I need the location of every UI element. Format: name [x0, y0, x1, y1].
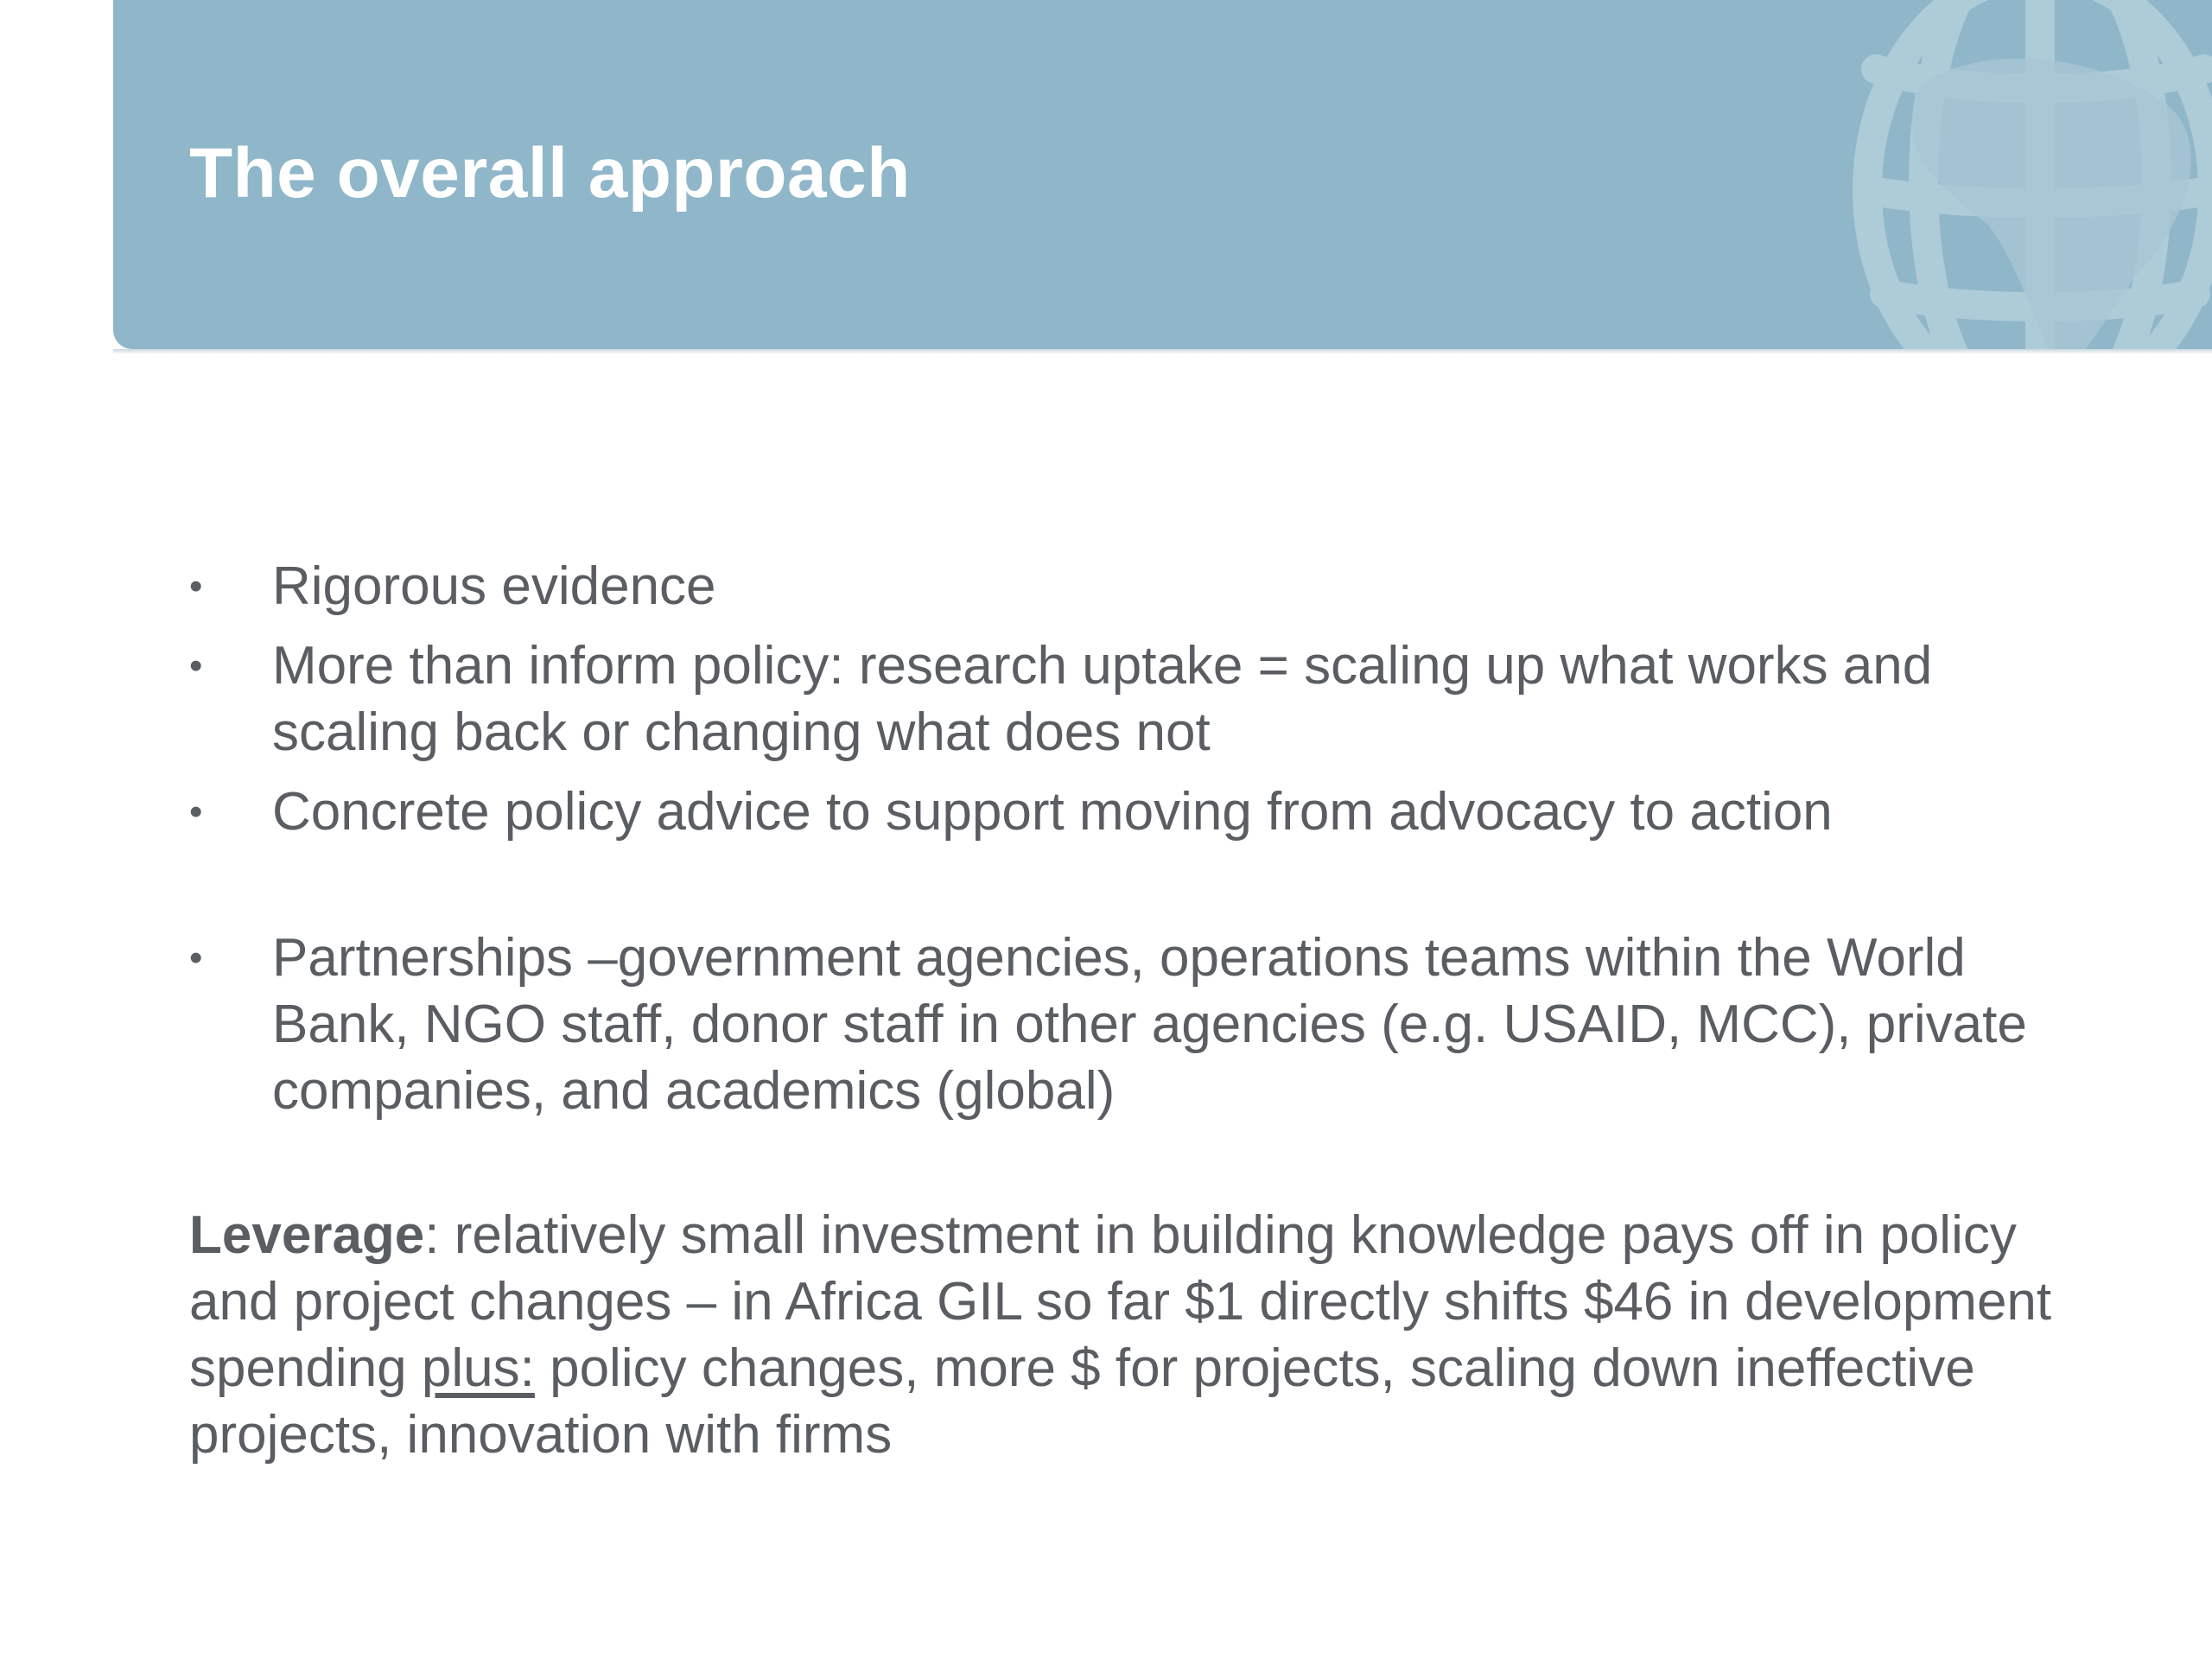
- bullet-text: Rigorous evidence: [272, 556, 716, 616]
- leverage-underlined-plus: plus:: [421, 1338, 535, 1398]
- bullet-text: Concrete policy advice to support moving from advocacy to action: [272, 782, 1833, 842]
- header-shadow: [113, 349, 2212, 354]
- bullet-dot: •: [189, 645, 203, 687]
- leverage-text-part1: : relatively small investment in building knowledge pays off in policy and project changes – in Africa GIL so far $1 directly shifts $46 in development spending: [189, 1205, 2052, 1398]
- bullet-dot: •: [189, 565, 203, 607]
- slide-header-band: [113, 0, 2212, 349]
- leverage-paragraph: [189, 1202, 2090, 1468]
- slide-body: [189, 553, 2090, 1468]
- bullet-item-policy-advice: [189, 779, 2090, 845]
- bullet-text: Partnerships –government agencies, operations teams within the World Bank, NGO staff, donor staff in other agencies (e.g. USAID, MCC), private companies, and academics (global): [272, 928, 2027, 1121]
- bullet-dot: •: [189, 937, 203, 979]
- bullet-text: More than inform policy: research uptake = scaling up what works and scaling back or changing what does not: [272, 636, 1933, 762]
- slide-title: The overall approach: [189, 134, 911, 213]
- bullet-item-partnerships: [189, 925, 2090, 1124]
- leverage-text-part2: policy changes, more $ for projects, scaling down ineffective projects, innovation with firms: [189, 1338, 1975, 1465]
- bullet-list: [189, 553, 2090, 1124]
- leverage-label: Leverage: [189, 1205, 425, 1265]
- bullet-item-research-uptake: [189, 632, 2090, 766]
- bullet-item-rigorous-evidence: [189, 553, 2090, 620]
- bullet-dot: •: [189, 791, 203, 833]
- globe-africa-icon: [1703, 0, 2212, 349]
